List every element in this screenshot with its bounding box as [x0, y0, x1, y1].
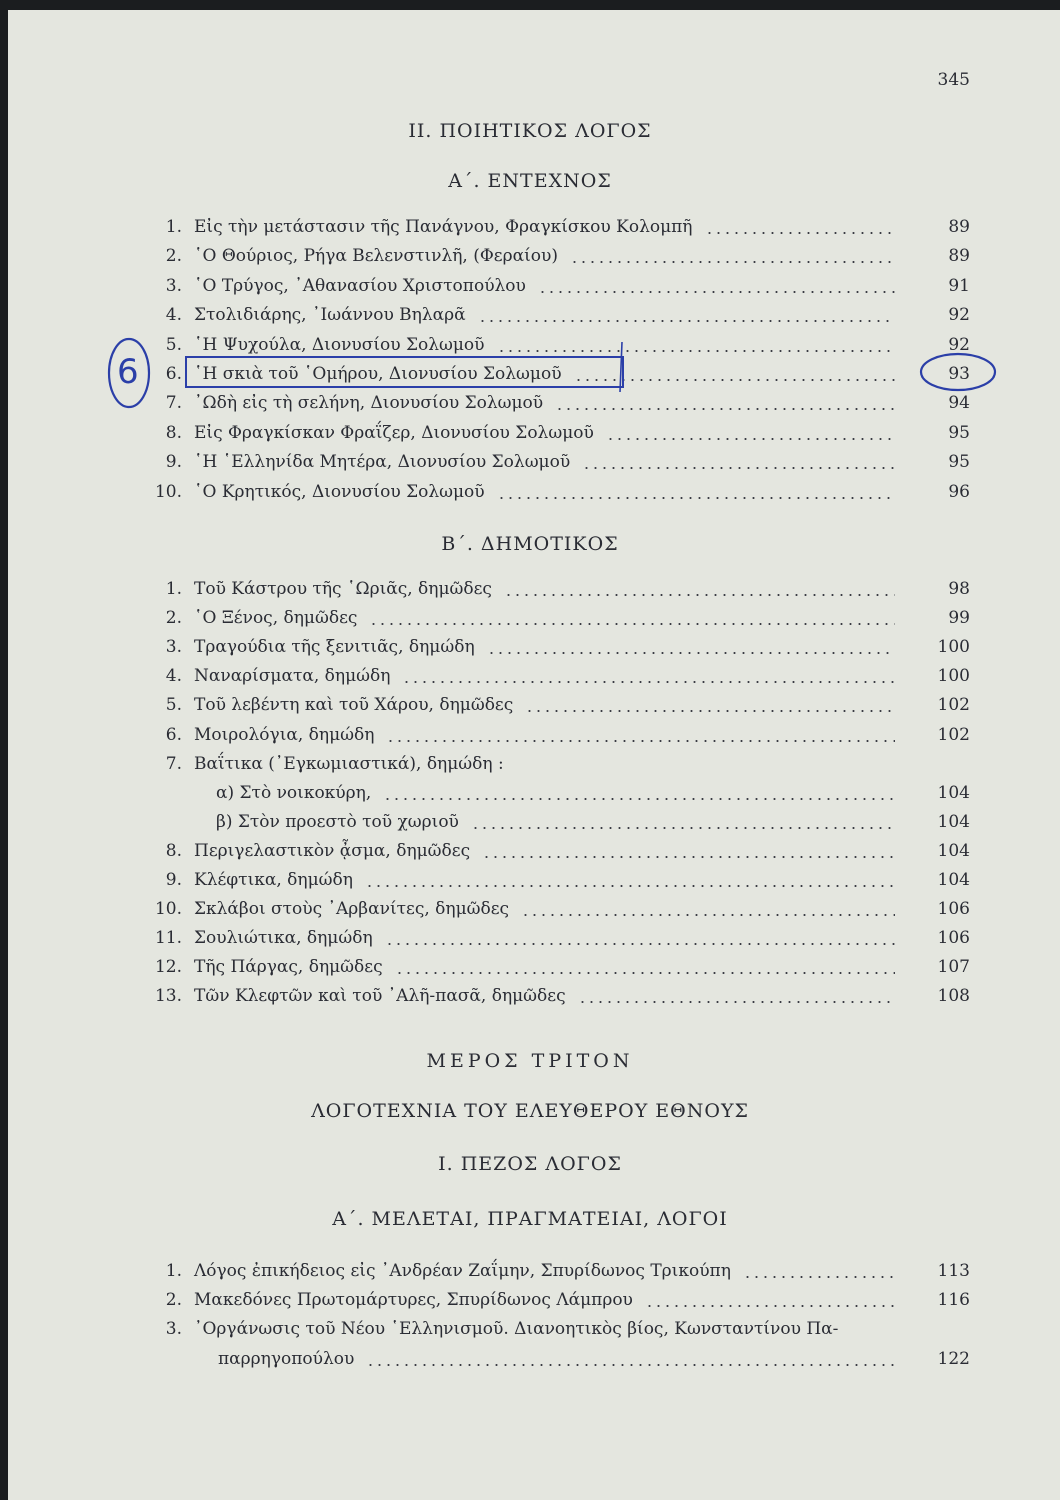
dot-leader [743, 1276, 895, 1278]
entry-number: 2. [165, 246, 182, 267]
entry-number: 1. [165, 217, 182, 237]
entry-number: 5. [165, 695, 182, 716]
toc-entry [0, 604, 1060, 632]
entry-page-number: 95 [948, 422, 970, 443]
dot-leader [645, 1305, 895, 1307]
entry-title: α) Στὸ νοικοκύρη, [216, 782, 372, 803]
toc-entry [0, 1315, 1060, 1343]
entry-page-number: 107 [937, 957, 970, 978]
entry-title: Εἰς τὴν μετάστασιν τῆς Πανάγνου, Φραγκίσκου Κολομπῆ [194, 217, 693, 237]
toc-entry [0, 982, 1060, 1010]
dot-leader [487, 652, 895, 654]
toc-entry [0, 272, 1060, 300]
entry-title: Τοῦ λεβέντη καὶ τοῦ Χάρου, δημῶδες [194, 695, 514, 716]
dot-leader [366, 1364, 895, 1366]
entry-page-number: 106 [937, 899, 970, 920]
dot-leader [705, 232, 895, 234]
dot-leader [582, 467, 895, 469]
entry-title: Εἰς Φραγκίσκαν Φραΐζερ, Διονυσίου Σολωμοῦ [194, 422, 594, 443]
entry-number: 2. [165, 608, 182, 629]
entry-number: 2. [165, 1290, 182, 1311]
toc-entry [0, 633, 1060, 661]
entry-page-number: 122 [937, 1348, 970, 1369]
subsection-a-title: Α΄. ΕΝΤΕΧΝΟΣ [448, 170, 612, 192]
entry-number: 7. [165, 753, 182, 774]
toc-entry [0, 242, 1060, 270]
dot-leader [521, 914, 895, 916]
entry-number: 1. [165, 1261, 182, 1281]
toc-entry [0, 808, 1060, 836]
entry-page-number: 102 [937, 695, 970, 716]
entry-title: ᾿Ωδὴ εἰς τὴ σελήνη, Διονυσίου Σολωμοῦ [194, 393, 544, 414]
subsection-b-title: Β΄. ΔΗΜΟΤΙΚΟΣ [441, 533, 619, 555]
page-number: 345 [937, 70, 970, 90]
dot-leader [497, 350, 895, 352]
toc-entry [0, 953, 1060, 981]
entry-number: 5. [165, 334, 182, 355]
entry-number: 6. [165, 724, 182, 745]
toc-entry [0, 301, 1060, 329]
handwritten-number: 6 [117, 352, 139, 392]
entry-page-number: 92 [948, 305, 970, 326]
dot-leader [365, 885, 895, 887]
entry-title: ῾Η σκιὰ τοῦ ῾Ομήρου, Διονυσίου Σολωμοῦ [194, 364, 562, 384]
entry-number: 10. [154, 481, 182, 502]
dot-leader [574, 379, 895, 381]
entry-page-number: 104 [937, 840, 970, 861]
entry-title: ῾Ο Τρύγος, ᾿Αθανασίου Χριστοπούλου [194, 275, 526, 296]
entry-title: Στολιδιάρης, ᾿Ιωάννου Βηλαρᾶ [194, 305, 466, 326]
toc-entry [0, 419, 1060, 447]
dot-leader [570, 261, 895, 263]
entry-number: 6. [165, 364, 182, 384]
entry-page-number: 99 [948, 608, 970, 629]
entry-page-number: 104 [937, 782, 970, 803]
entry-title: ῾Ο Θούριος, Ρήγα Βελενστινλῆ, (Φεραίου) [194, 246, 558, 267]
entry-title: ῾Η Ψυχούλα, Διονυσίου Σολωμοῦ [194, 334, 485, 355]
entry-title: Μοιρολόγια, δημώδη [194, 724, 375, 745]
dot-leader [538, 291, 895, 293]
entry-title: ῾Ο Κρητικός, Διονυσίου Σολωμοῦ [194, 481, 485, 502]
part-three-title: ΜΕΡΟΣ ΤΡΙΤΟΝ [426, 1050, 634, 1072]
entry-page-number: 98 [948, 579, 970, 599]
entry-title: Μακεδόνες Πρωτομάρτυρες, Σπυρίδωνος Λάμπρου [194, 1290, 633, 1311]
entry-page-number: 108 [937, 986, 970, 1007]
entry-number: 4. [165, 666, 182, 687]
entry-page-number: 102 [937, 724, 970, 745]
toc-entry [0, 837, 1060, 865]
entry-page-number: 106 [937, 928, 970, 949]
toc-entry [0, 1286, 1060, 1314]
entry-title: Σκλάβοι στοὺς ᾿Αρβανίτες, δημῶδες [194, 899, 510, 920]
dot-leader [386, 740, 895, 742]
toc-entry [0, 448, 1060, 476]
entry-title: Ναναρίσματα, δημώδη [194, 666, 391, 687]
dot-leader [555, 408, 895, 410]
entry-title: Τῆς Πάργας, δημῶδες [194, 957, 383, 978]
subsection-c-title: Α΄. ΜΕΛΕΤΑΙ, ΠΡΑΓΜΑΤΕΙΑΙ, ΛΟΓΟΙ [332, 1208, 728, 1230]
toc-entry [0, 895, 1060, 923]
dot-leader [385, 943, 895, 945]
entry-title: ᾿Οργάνωσις τοῦ Νέου ῾Ελληνισμοῦ. Διανοητικὸς βίος, Κωνσταντίνου Πα- [194, 1319, 839, 1340]
entry-number: 3. [165, 275, 182, 296]
entry-title: Τοῦ Κάστρου τῆς ῾Ωριᾶς, δημῶδες [194, 579, 492, 599]
toc-entry [0, 389, 1060, 417]
toc-entry [0, 691, 1060, 719]
dot-leader [606, 438, 895, 440]
toc-entry [0, 866, 1060, 894]
section-ii-title: ΙΙ. ΠΟΙΗΤΙΚΟΣ ΛΟΓΟΣ [408, 120, 652, 142]
entry-number: 8. [165, 422, 182, 443]
entry-page-number: 89 [948, 217, 970, 237]
entry-page-number: 89 [948, 246, 970, 267]
entry-number: 3. [165, 1319, 182, 1340]
dot-leader [395, 972, 895, 974]
dot-leader [578, 1001, 895, 1003]
entry-page-number: 104 [937, 870, 970, 890]
toc-entry [0, 478, 1060, 506]
entry-title: παρρηγοπούλου [218, 1348, 355, 1369]
toc-entry [0, 1345, 1060, 1373]
entry-title: ῾Η ῾Ελληνίδα Μητέρα, Διονυσίου Σολωμοῦ [194, 452, 571, 473]
section-i-title: Ι. ΠΕΖΟΣ ΛΟΓΟΣ [438, 1153, 622, 1175]
entry-number: 1. [165, 579, 182, 599]
entry-page-number: 100 [937, 637, 970, 658]
toc-entry [0, 924, 1060, 952]
entry-page-number: 100 [937, 666, 970, 687]
entry-title: Σουλιώτικα, δημώδη [194, 928, 373, 949]
entry-page-number: 116 [937, 1290, 970, 1311]
toc-entry [0, 213, 1060, 241]
entry-number: 10. [154, 899, 182, 920]
entry-title: ῾Ο Ξένος, δημῶδες [194, 608, 358, 629]
dot-leader [471, 827, 895, 829]
entry-number: 13. [154, 986, 182, 1007]
entry-title: Βαΐτικα (᾿Εγκωμιαστικά), δημώδη : [194, 753, 504, 774]
entry-page-number: 91 [948, 275, 970, 296]
entry-page-number: 92 [948, 334, 970, 355]
entry-page-number: 95 [948, 452, 970, 473]
part-three-subtitle: ΛΟΓΟΤΕΧΝΙΑ ΤΟΥ ΕΛΕΥΘΕΡΟΥ ΕΘΝΟΥΣ [311, 1100, 749, 1122]
entry-page-number: 104 [937, 811, 970, 832]
toc-entry [0, 750, 1060, 778]
entry-title: Τραγούδια τῆς ξενιτιᾶς, δημώδη [194, 637, 475, 658]
entry-page-number: 96 [948, 481, 970, 502]
entry-title: Τῶν Κλεφτῶν καὶ τοῦ ᾿Αλῆ-πασᾶ, δημῶδες [194, 986, 566, 1007]
toc-entry [0, 331, 1060, 359]
entry-title: Λόγος ἐπικήδειος εἰς ᾿Ανδρέαν Ζαΐμην, Σπυρίδωνος Τρικούπη [194, 1261, 731, 1281]
dot-leader [497, 497, 895, 499]
toc-entry [0, 360, 1060, 388]
dot-leader [482, 856, 895, 858]
entry-page-number: 113 [937, 1261, 970, 1281]
entry-page-number: 94 [948, 393, 970, 414]
entry-number: 11. [154, 928, 182, 949]
dot-leader [369, 623, 895, 625]
entry-title: Περιγελαστικὸν ᾆσμα, δημῶδες [194, 840, 471, 861]
dot-leader [383, 798, 895, 800]
entry-number: 7. [165, 393, 182, 414]
toc-entry [0, 575, 1060, 603]
dot-leader [402, 681, 895, 683]
dot-leader [504, 594, 895, 596]
entry-title: Κλέφτικα, δημώδη [194, 870, 353, 890]
entry-number: 3. [165, 637, 182, 658]
entry-page-number: 93 [948, 364, 970, 384]
dot-leader [478, 320, 895, 322]
entry-number: 8. [165, 840, 182, 861]
toc-entry [0, 779, 1060, 807]
entry-number: 9. [165, 452, 182, 473]
toc-entry [0, 721, 1060, 749]
entry-number: 4. [165, 305, 182, 326]
entry-title: β) Στὸν προεστὸ τοῦ χωριοῦ [216, 811, 459, 832]
entry-number: 9. [165, 870, 182, 890]
toc-entry [0, 662, 1060, 690]
toc-entry [0, 1257, 1060, 1285]
entry-number: 12. [154, 957, 182, 978]
dot-leader [525, 710, 895, 712]
